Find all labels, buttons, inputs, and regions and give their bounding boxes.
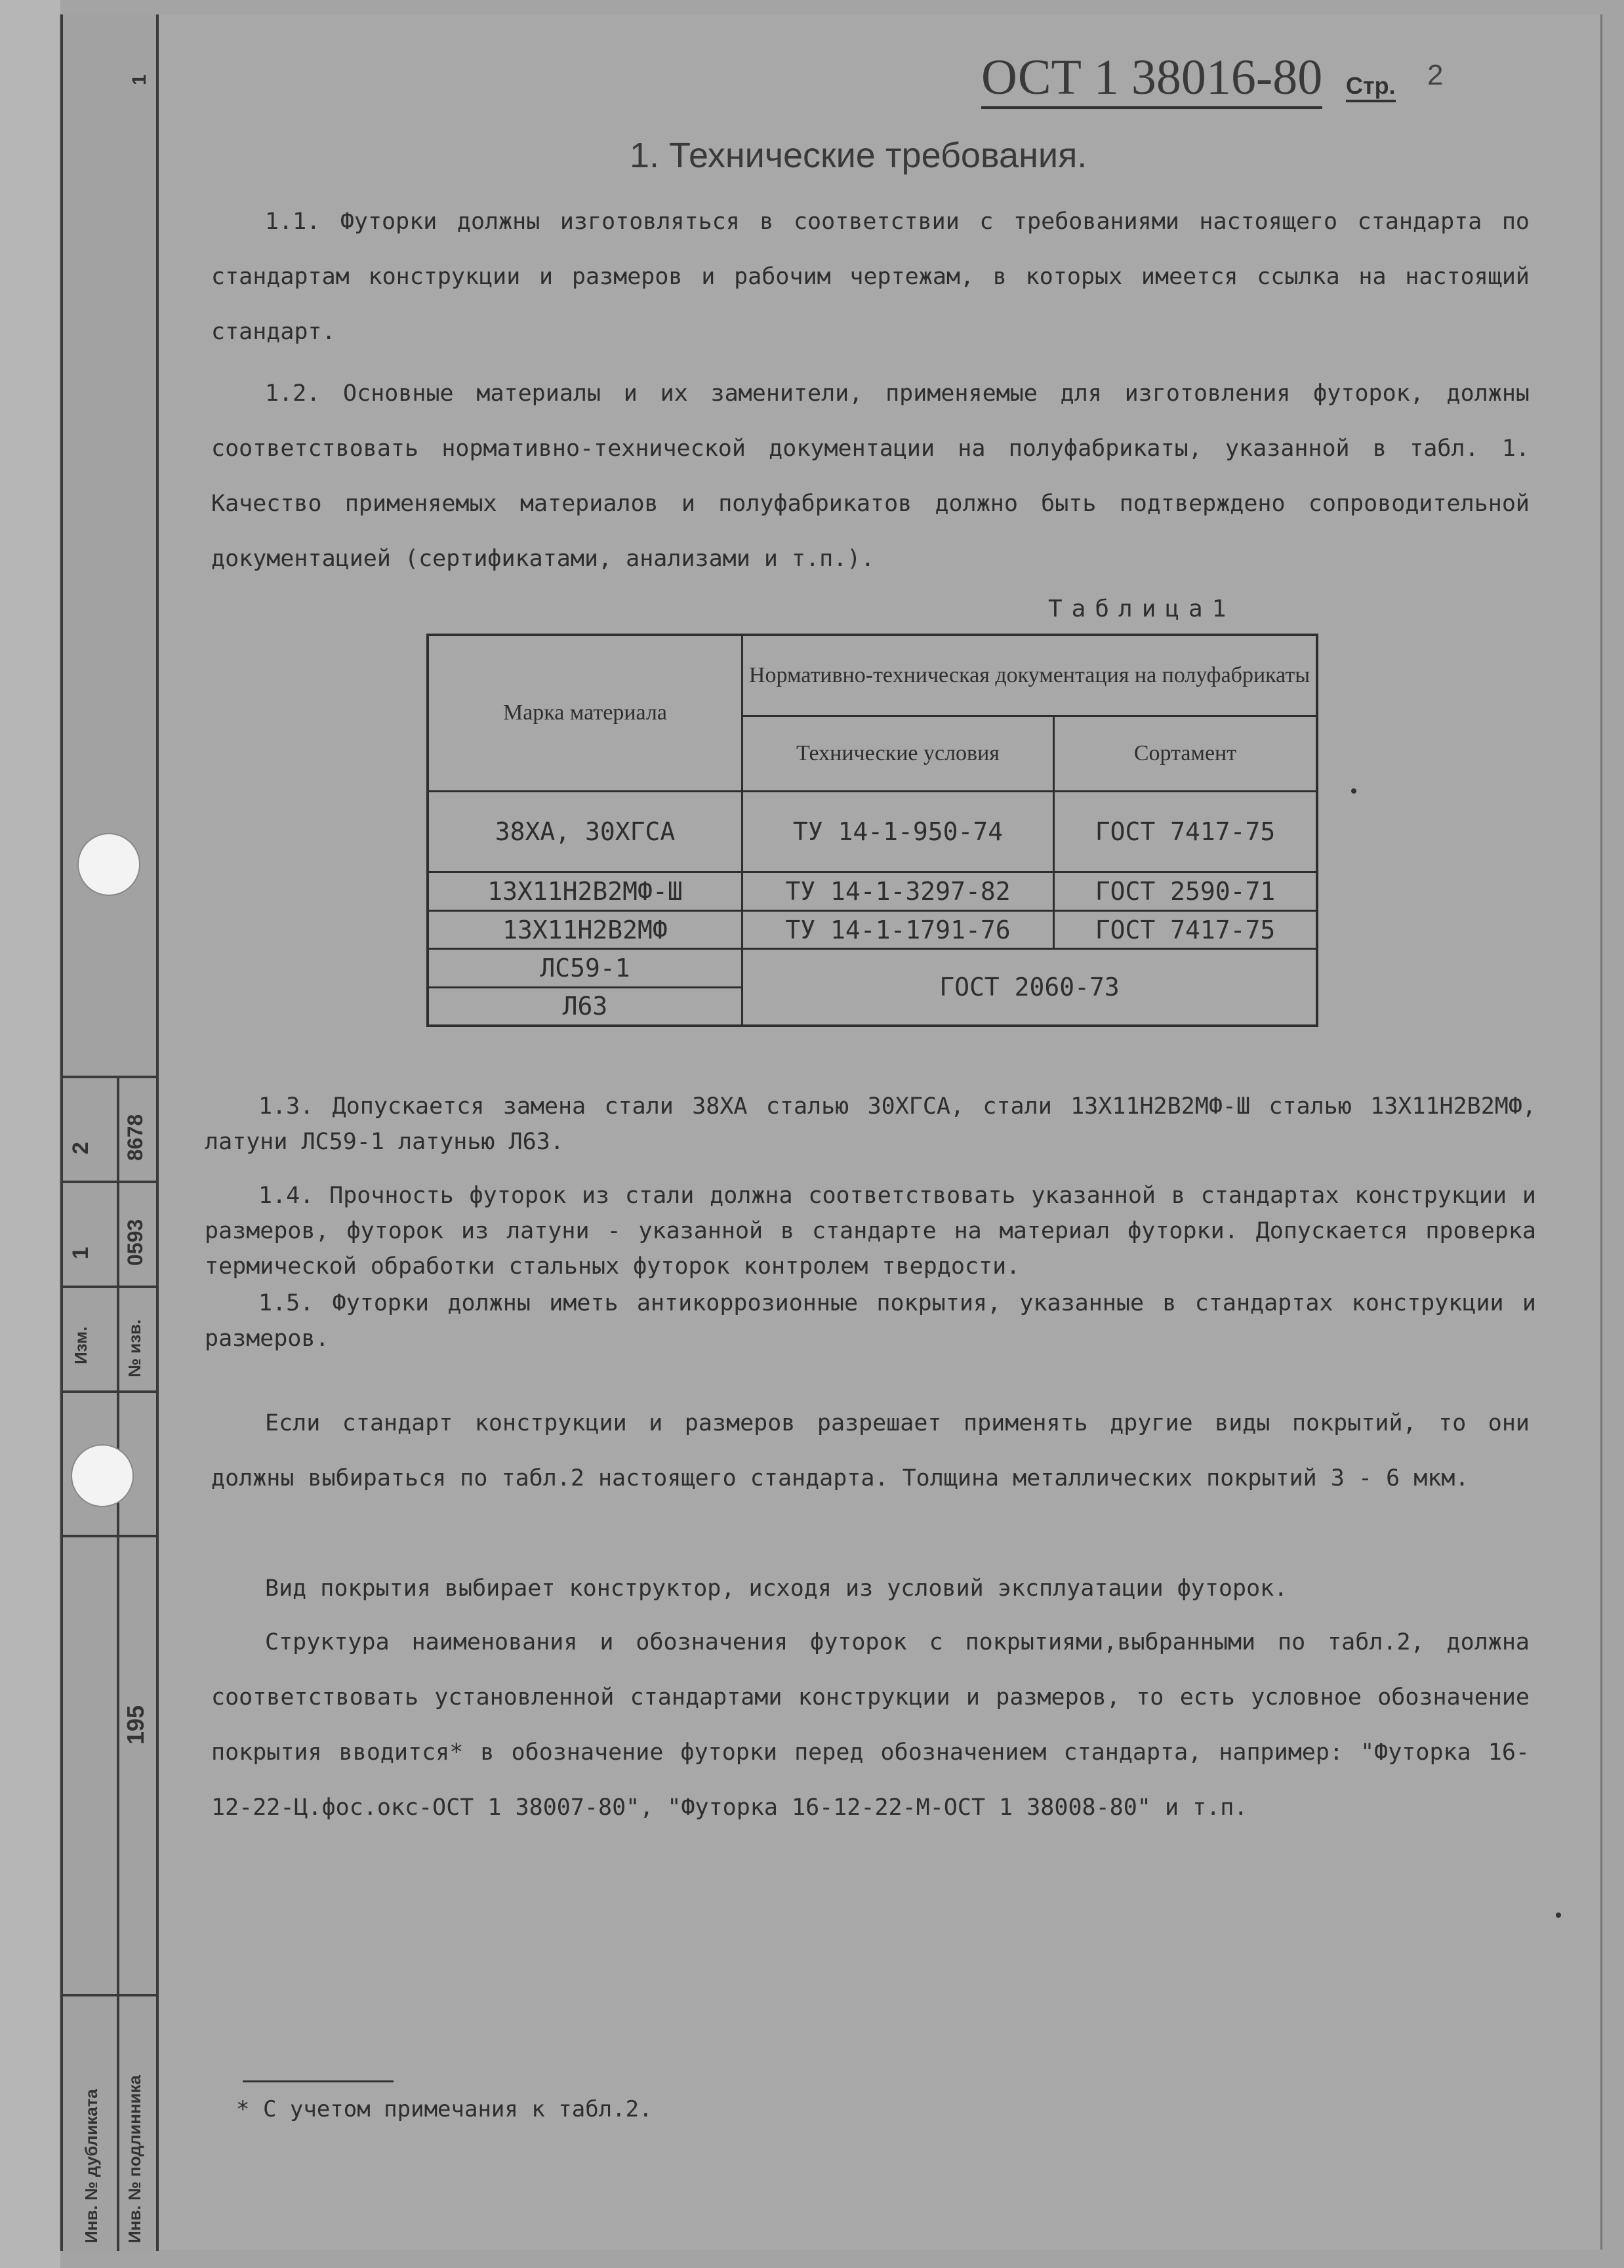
paragraph-1-1: 1.1. Футорки должны изготовляться в соответствии с требованиями настоящего стандарта по стандартам конструкции и размеров и рабочим чертежам, в которых имеется ссылка на настоящий стандарт. [211, 209, 1530, 345]
paragraph-1-3: 1.3. Допускается замена стали 38ХА сталью 30ХГСА, стали 13Х11Н2В2МФ-Ш сталью 13Х11Н2В2МФ, латуни ЛС59-1 латунью Л63. [205, 1093, 1536, 1155]
scan-speck [1351, 788, 1356, 794]
stamp-top-mark: 1 [129, 74, 150, 85]
stamp-rule [60, 1535, 159, 1537]
table-header-tu: Технические условия [742, 716, 1054, 791]
page-number: 2 [1427, 59, 1444, 91]
table-cell-merged: ГОСТ 2060-73 [742, 949, 1318, 1026]
table-cell-material: 13Х11Н2В2МФ [428, 910, 742, 949]
paragraph-1-5: 1.5. Футорки должны иметь антикоррозионные покрытия, указанные в стандартах конструкции и размеров. [205, 1290, 1536, 1352]
stamp-izv-label: № изв. [125, 1319, 144, 1377]
stamp-izv2: 8678 [123, 1114, 147, 1161]
table-row [428, 791, 1317, 872]
table-cell-material: 38ХА, 30ХГСА [428, 791, 742, 872]
document-code: ОСТ 1 38016-80 [981, 52, 1322, 109]
scan-speck [1556, 1913, 1561, 1918]
table-cell-tu: ТУ 14-1-950-74 [742, 791, 1054, 872]
stamp-inv-pod-label: Инв. № подлинника [125, 2075, 144, 2243]
punch-hole [77, 833, 140, 896]
page-label: Стр. [1346, 72, 1396, 102]
table-cell-material: 13Х11Н2В2МФ-Ш [428, 872, 742, 911]
footnote: * С учетом примечания к табл.2. [236, 2096, 653, 2122]
scan-left-margin [0, 0, 60, 2268]
table-cell-tu: ТУ 14-1-1791-76 [742, 910, 1054, 949]
stamp-inv-dub-label: Инв. № дубликата [81, 2089, 101, 2243]
table-row [428, 872, 1317, 911]
table-caption: Таблица1 [1048, 596, 1236, 622]
stamp-rule [60, 1181, 159, 1183]
stamp-rule [60, 1286, 159, 1288]
stamp-divider-inner [117, 1076, 119, 2251]
table-row [428, 949, 1317, 988]
materials-table [426, 634, 1318, 1027]
punch-hole [71, 1444, 134, 1507]
paragraph-structure: Структура наименования и обозначения футорок с покрытиями,выбранными по табл.2, должна соответствовать установленной стандартами конструкции и размеров, то есть условное обозначение покрытия вводится* в обозначение футорки перед обозначением стандарта, например: "Футорка 16-12-22-Ц.фос.окс-ОСТ 1 38007-80", "Футорка 16-12-22-М-ОСТ 1 38008-80" и т.п. [211, 1629, 1530, 1821]
table-row [428, 910, 1317, 949]
footnote-rule [243, 2080, 394, 2082]
table-header-ntd: Нормативно-техническая документация на полуфабрикаты [742, 635, 1318, 716]
stamp-inv-number: 195 [122, 1705, 149, 1745]
stamp-izv1: 0593 [123, 1219, 147, 1266]
stamp-col2: 2 [68, 1142, 93, 1154]
table-cell-sort: ГОСТ 2590-71 [1054, 872, 1318, 911]
stamp-izm-label: Изм. [71, 1326, 91, 1364]
stamp-rule [60, 1390, 159, 1393]
stamp-border-right [156, 14, 159, 2251]
stamp-col1: 1 [68, 1247, 93, 1259]
table-cell-tu: ТУ 14-1-3297-82 [742, 872, 1054, 911]
paragraph-choice: Вид покрытия выбирает конструктор, исходя из условий эксплуатации футорок. [265, 1575, 1288, 1602]
table-cell-material: Л63 [428, 987, 742, 1026]
stamp-rule [60, 1076, 159, 1078]
paragraph-1-4: 1.4. Прочность футорок из стали должна соответствовать указанной в стандартах конструкции и размеров, футорок из латуни - указанной в стандарте на материал футорки. Допускается проверка термической обработки стальных футорок контролем твердости. [205, 1183, 1536, 1280]
stamp-rule [60, 1994, 159, 1996]
table-cell-sort: ГОСТ 7417-75 [1054, 791, 1318, 872]
table-cell-material: ЛС59-1 [428, 949, 742, 988]
paragraph-1-2: 1.2. Основные материалы и их заменители, применяемые для изготовления футорок, должны соответствовать нормативно-технической документации на полуфабрикаты, указанной в табл. 1. Качество применяемых материалов и полуфабрикатов должно быть подтверждено сопроводительной документацией (сертификатами, анализами и т.п.). [211, 380, 1530, 572]
table-header-material: Марка материала [428, 635, 742, 791]
table-cell-sort: ГОСТ 7417-75 [1054, 910, 1318, 949]
table-header-sort: Сортамент [1054, 716, 1318, 791]
stamp-border-left [60, 14, 63, 2251]
section-title: 1. Технические требования. [630, 136, 1087, 175]
paragraph-coatings: Если стандарт конструкции и размеров разрешает применять другие виды покрытий, то они должны выбираться по табл.2 настоящего стандарта. Толщина металлических покрытий 3 - 6 мкм. [211, 1410, 1530, 1491]
